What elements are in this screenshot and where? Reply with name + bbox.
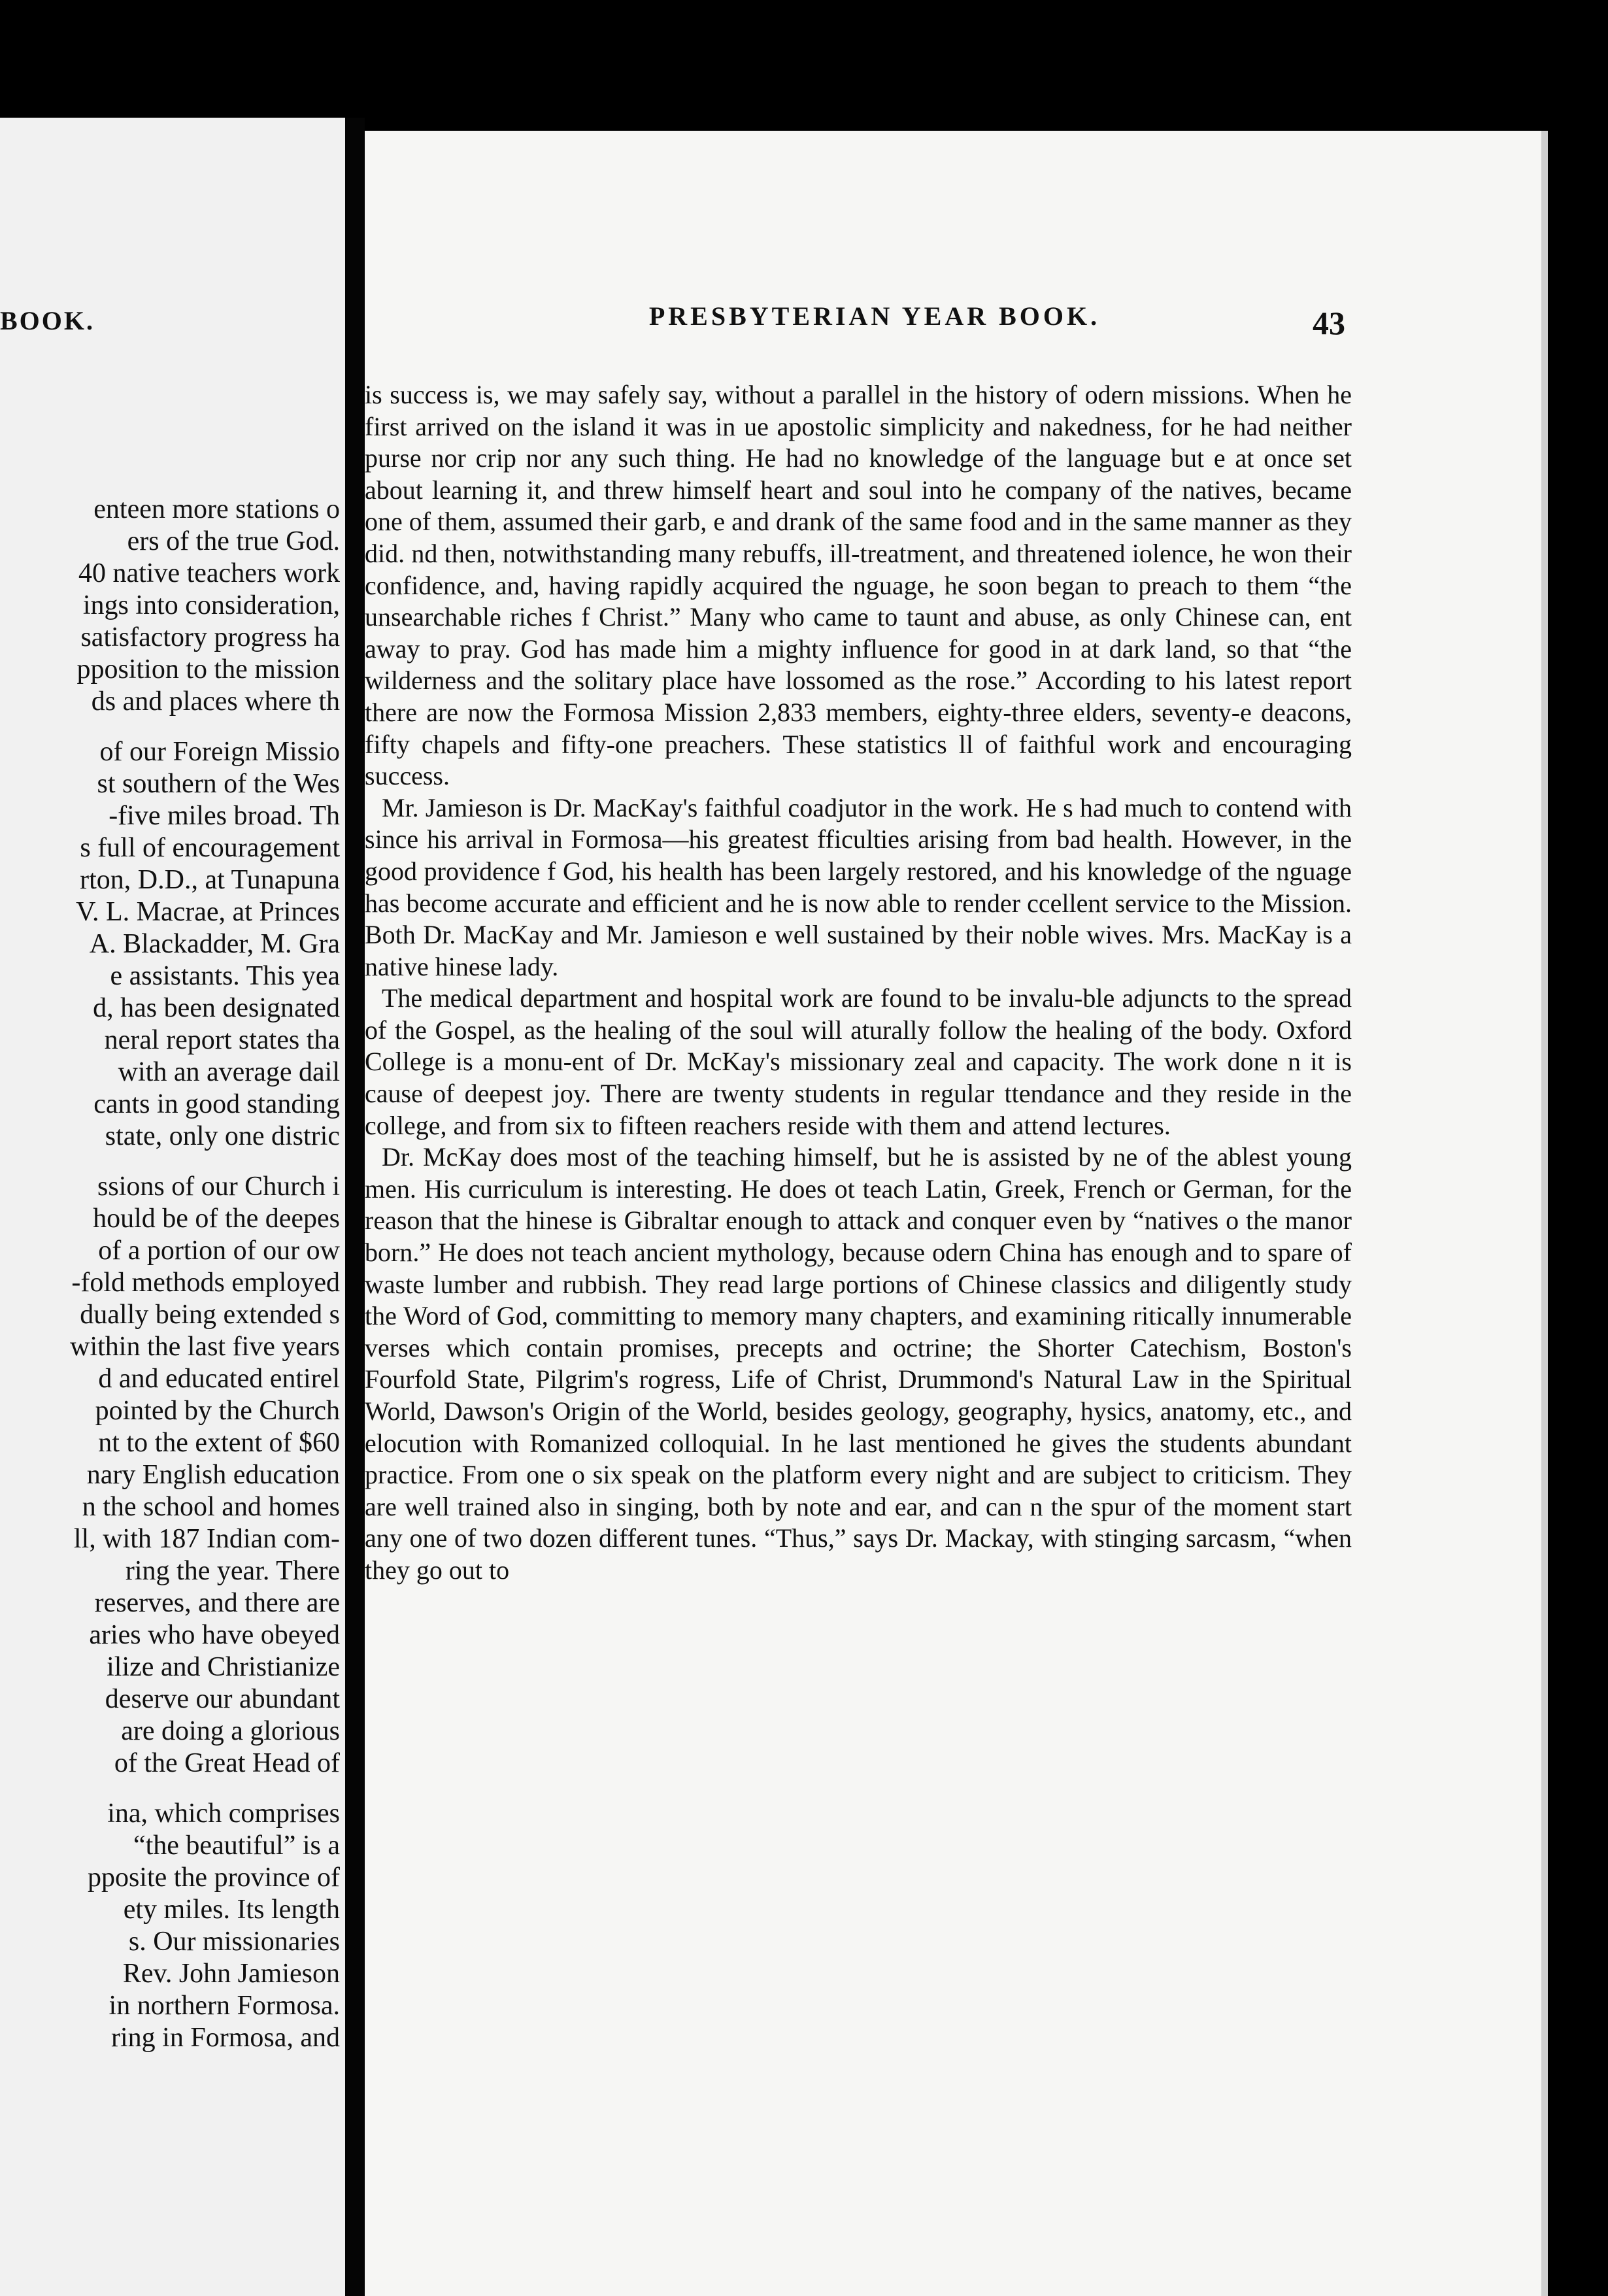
left-text-line: of a portion of our ow [98, 1236, 340, 1266]
left-text-line: ds and places where th [91, 686, 340, 717]
body-paragraph: Dr. McKay does most of the teaching himself, but he is assisted by ne of the ablest young men. His curriculum is interesting. He does ot teach Latin, Greek, French or German, for the reason that the hinese is Gibraltar enough to attack and conquer even by “natives o the manor born.” He does not teach ancient mythology, because odern China has enough and to spare of waste lumber and rubbish. They read large portions of Chinese classics and diligently study the Word of God, committing to memory many chapters, and examining ritically innumerable verses which contain promises, precepts and octrine; the Shorter Catechism, Boston's Fourfold State, Pilgrim's rogress, Life of Christ, Drummond's Natural Law in the Spiritual World, Dawson's Origin of the World, besides geology, geography, hysics, anatomy, etc., and elocution with Romanized colloquial. In he last mentioned he gives the students abundant practice. From one o six speak on the platform every night and are subject to criticism. They are well trained also in singing, both by note and ear, and can n the spur of the moment start any one of two dozen different tunes. “Thus,” says Dr. Mackay, with stinging sarcasm, “when they go out to [365, 1142, 1352, 1585]
left-text-line: dually being extended s [80, 1300, 340, 1330]
body-paragraph: The medical department and hospital work are found to be invalu-ble adjuncts to the spread of the Gospel, as the healing of the soul will aturally follow the healing of the body. Oxford College is a monu-ent of Dr. McKay's missionary zeal and capacity. The work done n it is cause of deepest joy. There are twenty students in regular ttendance and they reside in the college, and from six to fifteen reachers reside with them and attend lectures. [365, 983, 1352, 1140]
left-text-line: e assistants. This yea [110, 961, 340, 991]
previous-page-fragment [0, 118, 346, 2296]
left-text-line: ers of the true God. [127, 526, 340, 556]
left-text-line: enteen more stations o [93, 494, 340, 524]
left-text-line: s full of encouragement [80, 833, 340, 863]
left-text-line: pointed by the Church [95, 1396, 340, 1426]
left-text-line: ilize and Christianize [107, 1652, 340, 1682]
left-text-line: of our Foreign Missio [99, 737, 340, 767]
left-text-line: nt to the extent of $60 [98, 1428, 340, 1458]
left-text-line: V. L. Macrae, at Princes [76, 897, 340, 927]
left-text-line: aries who have obeyed [89, 1620, 340, 1650]
page-43 [365, 131, 1541, 2296]
left-text-line: ll, with 187 Indian com- [73, 1524, 340, 1554]
left-text-line: ring in Formosa, and [111, 2023, 340, 2053]
left-paragraph [0, 1171, 340, 1780]
left-text-line: are doing a glorious [121, 1716, 340, 1746]
left-text-line: Rev. John Jamieson [122, 1959, 340, 1989]
left-text-line: ety miles. Its length [123, 1895, 340, 1925]
left-text-line: cants in good standing [93, 1089, 340, 1119]
left-text-line: state, only one distric [105, 1121, 340, 1151]
left-text-line: d and educated entirel [98, 1364, 340, 1394]
left-paragraph [0, 1798, 340, 2054]
left-text-line: ina, which comprises [107, 1798, 340, 1829]
left-text-line: A. Blackadder, M. Gra [89, 929, 340, 959]
left-text-line: within the last five years [70, 1332, 340, 1362]
page-body [365, 379, 1352, 1587]
running-head: PRESBYTERIAN YEAR BOOK. [648, 301, 1101, 331]
left-text-line: with an average dail [118, 1057, 340, 1087]
left-text-line: 40 native teachers work [78, 558, 340, 588]
left-text-line: deserve our abundant [105, 1684, 340, 1714]
page-edge [1541, 131, 1548, 2296]
left-paragraph [0, 736, 340, 1153]
left-text-line: neral report states tha [104, 1025, 340, 1055]
left-text-line: st southern of the Wes [97, 769, 340, 799]
body-paragraph: is success is, we may safely say, without a parallel in the history of odern missions. When he first arrived on the island it was in ue apostolic simplicity and nakedness, for he had neither purse nor crip nor any such thing. He had no knowledge of the language but e at once set about learning it, and threw himself heart and soul into he company of the natives, became one of them, assumed their garb, e and drank of the same food and in the same manner as they did. nd then, notwithstanding many rebuffs, ill-treatment, and threatened iolence, he won their confidence, and, having rapidly acquired the nguage, he soon began to preach to them “the unsearchable riches f Christ.” Many who came to taunt and abuse, as only Chinese can, ent away to pray. God has made him a mighty influence for good in at dark land, so that “the wilderness and the solitary place have lossomed as the rose.” According to his latest report there are now the Formosa Mission 2,833 members, eighty-three elders, seventy-e deacons, fifty chapels and fifty-one preachers. These statistics ll of faithful work and encouraging success. [365, 380, 1352, 791]
left-text-line: n the school and homes [82, 1492, 340, 1522]
left-text-line: ssions of our Church i [97, 1172, 340, 1202]
left-text-line: satisfactory progress ha [80, 622, 340, 652]
left-text-line: of the Great Head of [114, 1748, 340, 1778]
left-paragraph [0, 494, 340, 718]
left-text-line: pposition to the mission [76, 654, 340, 684]
left-text-line: in northern Formosa. [109, 1991, 340, 2021]
left-text-line: hould be of the deepes [93, 1204, 340, 1234]
left-text-line: ring the year. There [125, 1556, 340, 1586]
left-running-head: BOOK. [0, 306, 95, 335]
left-page-text [0, 494, 340, 2072]
page-number: 43 [1313, 305, 1345, 341]
left-text-line: “the beautiful” is a [133, 1831, 340, 1861]
left-text-line: d, has been designated [93, 993, 340, 1023]
left-text-line: -five miles broad. Th [109, 801, 340, 831]
book-gutter [345, 118, 365, 2296]
left-text-line: ings into consideration, [82, 590, 340, 620]
left-text-line: s. Our missionaries [128, 1927, 340, 1957]
left-text-line: pposite the province of [87, 1863, 340, 1893]
left-text-line: reserves, and there are [94, 1588, 340, 1618]
left-text-line: nary English education [86, 1460, 340, 1490]
body-paragraph: Mr. Jamieson is Dr. MacKay's faithful coadjutor in the work. He s had much to contend with since his arrival in Formosa—his greatest fficulties arising from bad health. However, in the good providence f God, his health has been largely restored, and his knowledge of the nguage has become accurate and efficient and he is now able to render ccellent service to the Mission. Both Dr. MacKay and Mr. Jamieson e well sustained by their noble wives. Mrs. MacKay is a native hinese lady. [365, 792, 1352, 981]
left-text-line: rton, D.D., at Tunapuna [80, 865, 340, 895]
left-text-line: -fold methods employed [71, 1268, 340, 1298]
